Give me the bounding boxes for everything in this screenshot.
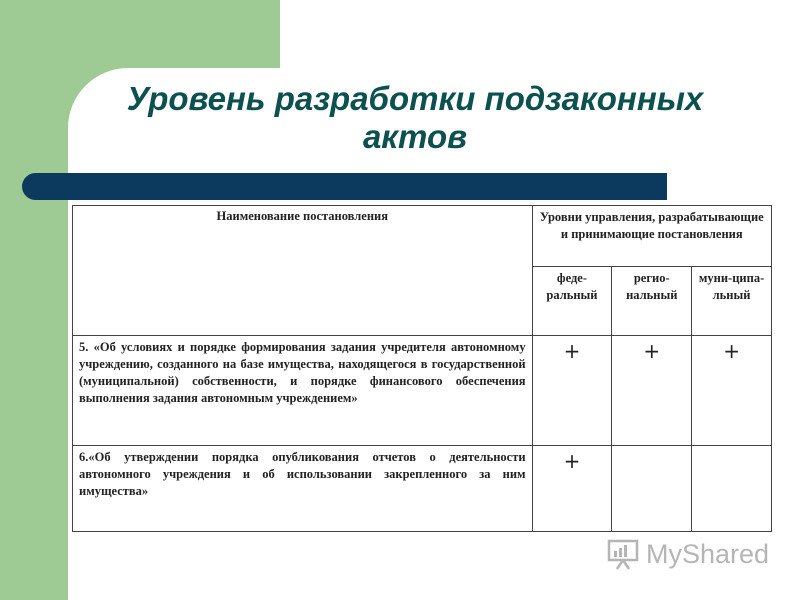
subheader-municipal: муни-ципа-льный: [692, 266, 772, 335]
row-5-federal: +: [532, 335, 612, 445]
subheader-federal: феде-ральный: [532, 266, 612, 335]
watermark-text: MyShared: [646, 538, 770, 569]
header-name-cell: Наименование постановления: [73, 206, 533, 336]
row-6-municipal: [692, 445, 772, 531]
row-5-name: [73, 335, 533, 445]
row-6-federal: +: [532, 445, 612, 531]
slide-title-line-1: Уровень разработки подзаконных: [126, 80, 704, 117]
table-row: [73, 335, 772, 445]
slide-title-line-2: актов: [362, 118, 468, 155]
table-header-row: [73, 206, 772, 267]
row-6-name: [73, 445, 533, 531]
row-5-regional: +: [612, 335, 692, 445]
row-5-municipal: +: [692, 335, 772, 445]
acts-table: [72, 205, 772, 532]
watermark: [606, 536, 769, 572]
presentation-board-icon: [606, 537, 640, 571]
slide-title: [90, 80, 740, 156]
header-levels-cell: Уровни управления, разрабатывающие и принимающие постановления: [532, 206, 771, 267]
title-divider-bar: [22, 173, 667, 200]
table-row: [73, 445, 772, 531]
row-6-text: 6.«Об утверждении порядка опубликования отчетов о деятельности автономного учреждения и об использовании закрепленного за ним имущества»: [79, 449, 526, 498]
row-6-regional: [612, 445, 692, 531]
row-5-text: 5. «Об условиях и порядке формирования задания учредителя автономному учреждению, созданного на базе имущества, находящегося в государственной (муниципальной) собственности, и порядке финансового обеспечения выполнения задания автономным учреждением»: [79, 339, 526, 405]
subheader-regional: регио-нальный: [612, 266, 692, 335]
